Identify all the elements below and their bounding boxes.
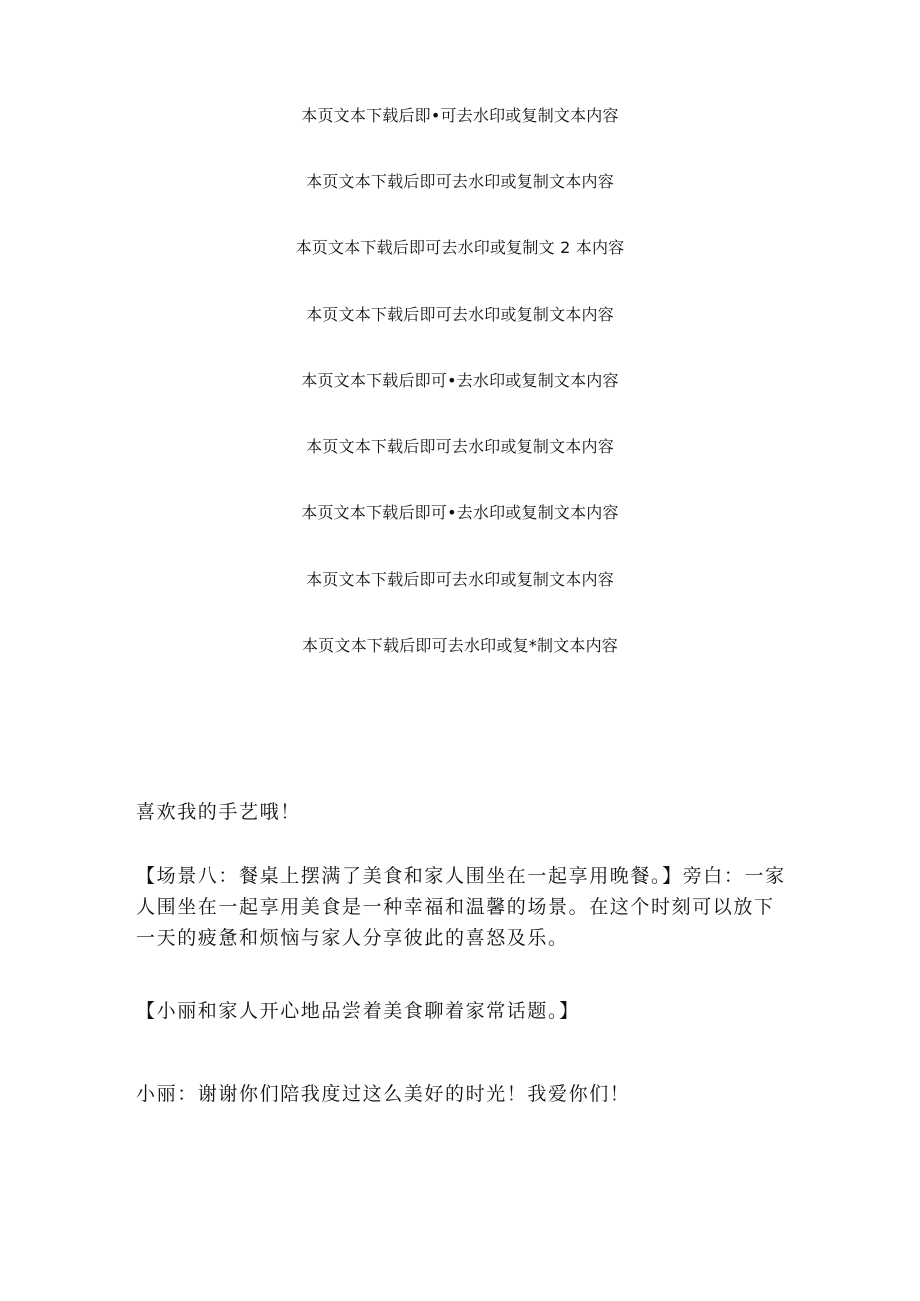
stage-direction: 【小丽和家人开心地品尝着美食聊着家常话题。】	[136, 1000, 580, 1022]
watermark-line-8: 本页文本下载后即可去水印或复制文本内容	[306, 570, 614, 589]
scene-eight-paragraph: 【场景八：餐桌上摆满了美食和家人围坐在一起享用晚餐。】旁白：一家人围坐在一起享用美食是一种幸福和温馨的场景。在这个时刻可以放下一天的疲惫和烦恼与家人分享彼此的喜怒及乐。	[136, 865, 786, 949]
watermark-line-4: 本页文本下载后即可去水印或复制文本内容	[306, 305, 614, 324]
script-line-compliment: 喜欢我的手艺哦！	[136, 801, 301, 823]
watermark-line-2: 本页文本下载后即可去水印或复制文本内容	[306, 172, 614, 191]
watermark-line-6: 本页文本下载后即可去水印或复制文本内容	[306, 437, 614, 456]
watermark-line-5: 本页文本下载后即可•去水印或复制文本内容	[301, 371, 619, 390]
xiaoli-dialogue: 小丽：谢谢你们陪我度过这么美好的时光！我爱你们！	[136, 1083, 631, 1105]
watermark-line-9: 本页文本下载后即可去水印或复*制文本内容	[301, 636, 618, 655]
watermark-line-1: 本页文本下载后即•可去水印或复制文本内容	[301, 106, 619, 125]
watermark-line-3: 本页文本下载后即可去水印或复制文 2 本内容	[295, 238, 625, 257]
watermark-line-7: 本页文本下载后即可•去水印或复制文本内容	[301, 503, 619, 522]
